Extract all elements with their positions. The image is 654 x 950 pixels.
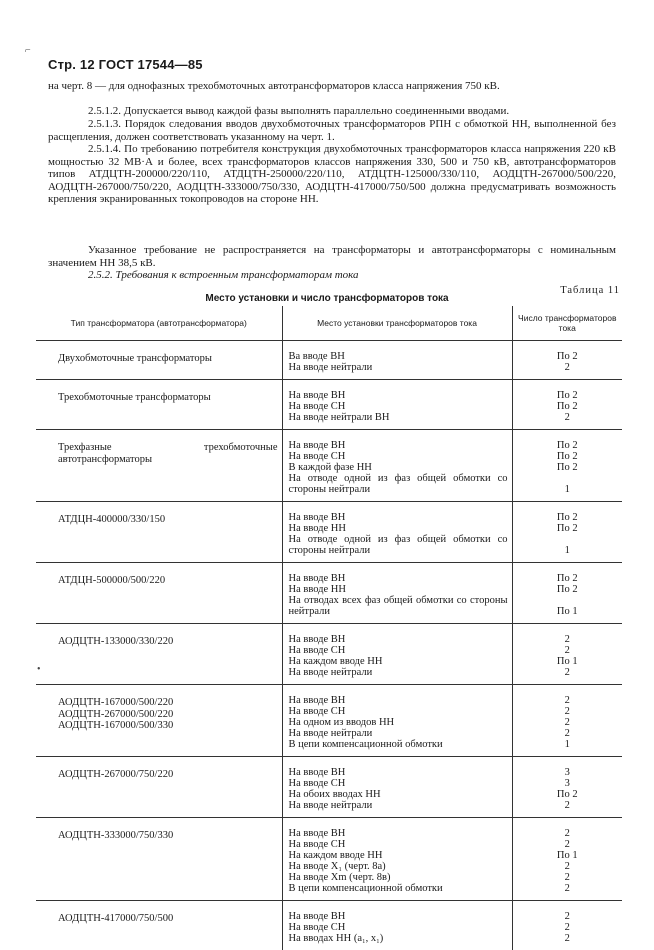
count-text: 3 [515,767,621,778]
table-row [36,502,622,563]
install-place-text: В цепи компенсационной обмотки [289,883,508,894]
cell-transformer-type [36,757,282,818]
cell-count [512,563,622,624]
cell-install-place [282,502,512,563]
scan-mark: ⌐ [25,45,31,56]
count-text: 2 [515,883,621,894]
install-place-text: На вводе СН [289,451,508,462]
install-place-text: На вводе нейтрали ВН [289,412,508,423]
table-title: Место установки и число трансформаторов тока [0,293,654,304]
table-row [36,380,622,430]
install-place-text: На вводе нейтрали [289,667,508,678]
install-place-text: На каждом вводе НН [289,656,508,667]
count-text: 2 [515,828,621,839]
cell-install-place [282,757,512,818]
install-place-text: На вводе ВН [289,695,508,706]
paragraph-continuation: на черт. 8 — для однофазных трехобмоточных автотрансформаторов класса напряжения 750 кВ. [48,80,616,93]
cell-install-place [282,380,512,430]
table-row [36,757,622,818]
table-row [36,563,622,624]
cell-count [512,901,622,950]
cell-count [512,430,622,502]
count-text: По 2 [515,351,621,362]
cell-transformer-type [36,818,282,901]
current-transformers-table [36,306,622,950]
install-place-text: На отводах всех фаз общей обмотки со стороны нейтрали [289,595,508,617]
cell-install-place [282,901,512,950]
cell-transformer-type [36,380,282,430]
cell-transformer-type [36,685,282,757]
transformer-type-text: АТДЦН-500000/500/220 [58,575,278,587]
count-text: По 1 [515,606,621,617]
count-text: 2 [515,412,621,423]
count-text: 2 [515,872,621,883]
cell-count [512,685,622,757]
install-place-text: На вводе СН [289,839,508,850]
table-row [36,624,622,685]
cell-install-place [282,685,512,757]
standard-number: ГОСТ 17544—85 [99,57,203,72]
install-place-text: В каждой фазе НН [289,462,508,473]
install-place-text: На вводе СН [289,401,508,412]
count-text: 2 [515,800,621,811]
install-place-text: На вводе ВН [289,767,508,778]
table-number: Таблица 11 [560,285,620,296]
count-text: По 2 [515,584,621,595]
count-text: По 2 [515,573,621,584]
header-type: Тип трансформатора (автотрансформатора) [36,306,282,341]
install-place-text: На вводе ВН [289,573,508,584]
count-text: По 2 [515,462,621,473]
install-place-text: В цепи компенсационной обмотки [289,739,508,750]
install-place-text: На вводах НН (a₁, x₁) [289,933,508,944]
install-place-text: На вводе Xm (черт. 8в) [289,872,508,883]
table-row [36,685,622,757]
paragraph-2-5-1-3: 2.5.1.3. Порядок следования вводов двухобмоточных трансформаторов РПН с обмоткой НН, выполненной без расщепления, должен соответствовать указанному на черт. 1. [48,118,616,143]
cell-install-place [282,563,512,624]
cell-install-place [282,341,512,380]
count-text: 2 [515,861,621,872]
cell-count [512,502,622,563]
table-row [36,341,622,380]
table-row [36,430,622,502]
cell-transformer-type [36,502,282,563]
page-number: Стр. 12 [48,57,95,72]
count-text: 3 [515,778,621,789]
cell-count [512,818,622,901]
install-place-text: На обоих вводах НН [289,789,508,800]
table-header-row [36,306,622,341]
install-place-text: На вводе ВН [289,390,508,401]
install-place-text: На вводе нейтрали [289,362,508,373]
count-text: 2 [515,695,621,706]
paragraph-2-5-1-2: 2.5.1.2. Допускается вывод каждой фазы выполнять параллельно соединенными вводами. [48,105,616,118]
cell-transformer-type [36,430,282,502]
install-place-text: На вводе ВН [289,911,508,922]
count-text: По 2 [515,789,621,800]
paragraph-2-5-1-4: 2.5.1.4. По требованию потребителя конструкция двухобмоточных трансформаторов класса напряжения 220 кВ мощностью 32 МВ·А и более, всех трансформаторов классов напряжения 330, 500 и 750 кВ, автотрансформаторов типов АТДЦТН-200000/220/110, АТДЦТН-250000/220/110, АТДЦТН-125000/330/110, АОДЦТН-267000/500/220, АОДЦТН-267000/750/220, АОДЦТН-333000/750/330, АОДЦТН-417000/750/500 должна предусматривать возможность крепления экранированных токопроводов на стороне НН. [48,143,616,206]
install-place-text: На вводе X₁ (черт. 8а) [289,861,508,872]
transformer-type-text: АОДЦТН-333000/750/330 [58,830,278,842]
transformer-type-text: АОДЦТН-133000/330/220 [58,636,278,648]
install-place-text: На отводе одной из фаз общей обмотки со стороны нейтрали [289,534,508,556]
count-text: По 2 [515,523,621,534]
header-place: Место установки трансформаторов тока [282,306,512,341]
table-row [36,901,622,950]
count-text: 2 [515,911,621,922]
count-text: По 2 [515,401,621,412]
count-text: По 2 [515,451,621,462]
cell-transformer-type [36,901,282,950]
cell-count [512,624,622,685]
count-text: 2 [515,717,621,728]
cell-install-place [282,624,512,685]
count-text: По 2 [515,512,621,523]
paragraph-note: Указанное требование не распространяется на трансформаторы и автотрансформаторы с номинальным значением НН 38,5 кВ. [48,244,616,269]
cell-count [512,341,622,380]
transformer-type-text: АОДЦТН-267000/500/220 [58,709,278,721]
transformer-type-text: АТДЦН-400000/330/150 [58,514,278,526]
install-place-text: На вводе ВН [289,440,508,451]
install-place-text: На вводе СН [289,922,508,933]
cell-count [512,757,622,818]
count-text: 1 [515,739,621,750]
scan-dot: • [37,664,41,675]
transformer-type-text: Двухобмоточные трансформаторы [58,353,278,365]
count-text: 2 [515,667,621,678]
cell-count [512,380,622,430]
install-place-text: На вводе НН [289,523,508,534]
cell-install-place [282,818,512,901]
install-place-text: На вводе ВН [289,828,508,839]
install-place-text: На каждом вводе НН [289,850,508,861]
count-text: 1 [515,484,621,495]
install-place-text: На вводе ВН [289,634,508,645]
cell-transformer-type [36,563,282,624]
transformer-type-text: АОДЦТН-167000/500/220 [58,697,278,709]
count-text: 1 [515,545,621,556]
table-row [36,818,622,901]
install-place-text: На отводе одной из фаз общей обмотки со стороны нейтрали [289,473,508,495]
count-text: 2 [515,839,621,850]
cell-transformer-type [36,624,282,685]
section-2-5-2-heading: 2.5.2. Требования к встроенным трансформаторам тока [48,269,616,282]
install-place-text: На вводе СН [289,706,508,717]
install-place-text: На одном из вводов НН [289,717,508,728]
count-text: 2 [515,362,621,373]
cell-install-place [282,430,512,502]
count-text: По 2 [515,390,621,401]
count-text: По 1 [515,656,621,667]
count-text: 2 [515,728,621,739]
count-text: 2 [515,645,621,656]
count-text: 2 [515,922,621,933]
transformer-type-text: Трехобмоточные трансформаторы [58,392,278,404]
install-place-text: На вводе нейтрали [289,728,508,739]
transformer-type-text: Трехфазные трехобмоточные автотрансформаторы [58,442,278,465]
install-place-text: На вводе СН [289,778,508,789]
cell-transformer-type [36,341,282,380]
install-place-text: На вводе НН [289,584,508,595]
install-place-text: На вводе ВН [289,512,508,523]
install-place-text: На вводе нейтрали [289,800,508,811]
install-place-text: На вводе СН [289,645,508,656]
transformer-type-text: АОДЦТН-417000/750/500 [58,913,278,925]
transformer-type-text: АОДЦТН-267000/750/220 [58,769,278,781]
install-place-text: Ва вводе ВН [289,351,508,362]
count-text: По 1 [515,850,621,861]
header-count: Число трансформаторов тока [512,306,622,341]
count-text: 2 [515,706,621,717]
page-header [48,57,203,72]
count-text: 2 [515,634,621,645]
transformer-type-text: АОДЦТН-167000/500/330 [58,720,278,732]
count-text: По 2 [515,440,621,451]
count-text: 2 [515,933,621,944]
